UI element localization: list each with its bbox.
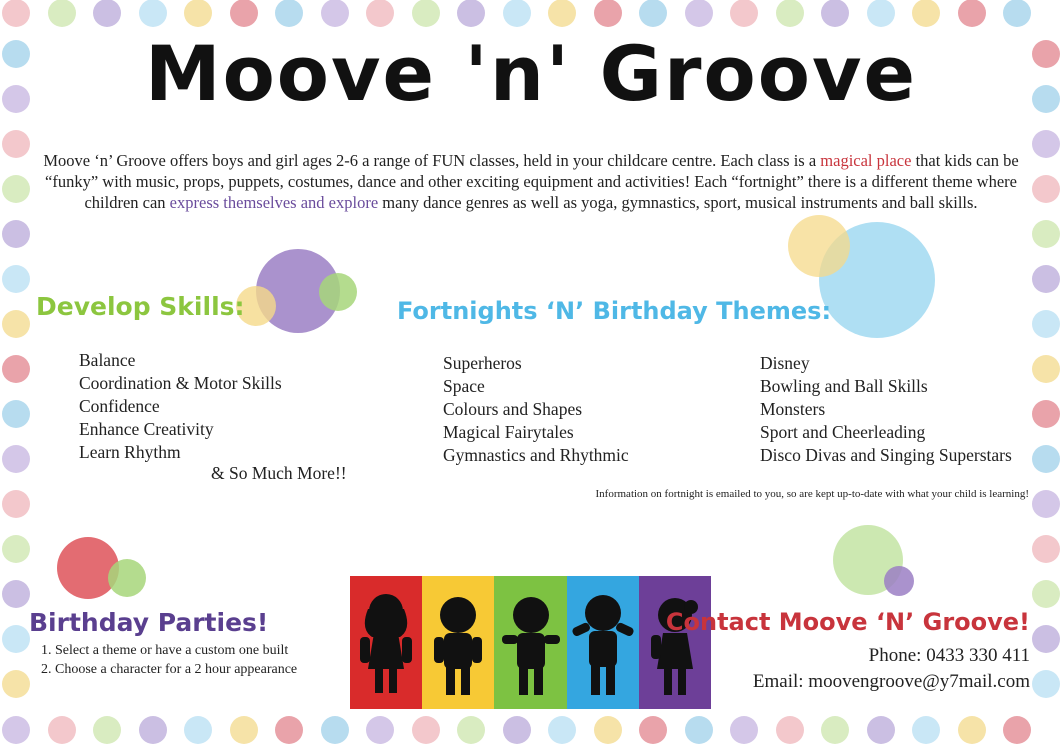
border-dot bbox=[1003, 716, 1031, 744]
page-title: Moove 'n' Groove bbox=[144, 29, 918, 118]
theme-item: Disney bbox=[760, 353, 810, 373]
border-dot bbox=[821, 0, 849, 27]
intro-text-3: many dance genres as well as yoga, gymnastics, sport, musical instruments and ball skills. bbox=[378, 193, 978, 212]
border-dot bbox=[1032, 625, 1060, 653]
border-dot bbox=[776, 0, 804, 27]
border-dot bbox=[1032, 310, 1060, 338]
border-dot bbox=[730, 716, 758, 744]
border-dot bbox=[275, 716, 303, 744]
theme-item: Disco Divas and Singing Superstars bbox=[760, 445, 1012, 465]
decor-circle-green bbox=[319, 273, 357, 311]
border-dot bbox=[821, 716, 849, 744]
border-dot bbox=[1032, 670, 1060, 698]
border-dot bbox=[867, 716, 895, 744]
border-dot bbox=[93, 0, 121, 27]
banner-stripe-green bbox=[494, 576, 566, 709]
border-dot bbox=[2, 0, 30, 27]
border-dot bbox=[503, 0, 531, 27]
border-dot bbox=[366, 716, 394, 744]
theme-item: Superheros bbox=[443, 353, 522, 373]
girl-silhouette-icon bbox=[358, 589, 414, 699]
border-dot bbox=[503, 716, 531, 744]
border-dot bbox=[1032, 130, 1060, 158]
decor-circle-purple-2 bbox=[884, 566, 914, 596]
border-dot bbox=[639, 0, 667, 27]
themes-list-col1 bbox=[443, 352, 629, 467]
intro-text-1: Moove ‘n’ Groove offers boys and girl ages 2-6 a range of FUN classes, held in your childcare centre. Each class is a bbox=[43, 151, 821, 170]
border-dot bbox=[457, 0, 485, 27]
border-dot bbox=[2, 716, 30, 744]
border-dot bbox=[1003, 0, 1031, 27]
kids-silhouette-banner bbox=[350, 576, 711, 709]
contact-heading: Contact Moove ‘N’ Groove! bbox=[665, 608, 1030, 636]
child-silhouette-icon bbox=[430, 595, 486, 699]
themes-heading: Fortnights ‘N’ Birthday Themes: bbox=[397, 297, 832, 325]
skill-item: Confidence bbox=[79, 396, 160, 416]
skills-more: & So Much More!! bbox=[211, 463, 347, 483]
border-dot bbox=[1032, 220, 1060, 248]
border-dot bbox=[1032, 490, 1060, 518]
border-dot bbox=[93, 716, 121, 744]
border-dot bbox=[48, 0, 76, 27]
border-dot bbox=[412, 0, 440, 27]
border-dot bbox=[2, 175, 30, 203]
banner-stripe-red bbox=[350, 576, 422, 709]
skill-item: Enhance Creativity bbox=[79, 419, 214, 439]
border-dot bbox=[2, 130, 30, 158]
border-dot bbox=[1032, 580, 1060, 608]
border-dot bbox=[548, 716, 576, 744]
boy-cheering-silhouette-icon bbox=[570, 591, 636, 699]
border-dot bbox=[2, 220, 30, 248]
border-dot bbox=[366, 0, 394, 27]
border-dot bbox=[2, 355, 30, 383]
border-dot bbox=[1032, 355, 1060, 383]
border-dot bbox=[730, 0, 758, 27]
border-dot bbox=[2, 670, 30, 698]
skill-item: Coordination & Motor Skills bbox=[79, 373, 282, 393]
contact-email: Email: moovengroove@y7mail.com bbox=[752, 671, 1030, 692]
banner-stripe-purple bbox=[639, 576, 711, 709]
border-dot bbox=[321, 716, 349, 744]
border-dot bbox=[230, 716, 258, 744]
border-dot bbox=[2, 265, 30, 293]
border-dot bbox=[139, 0, 167, 27]
border-dot bbox=[1032, 265, 1060, 293]
border-dot bbox=[2, 490, 30, 518]
border-dot bbox=[548, 0, 576, 27]
border-dot bbox=[685, 716, 713, 744]
intro-highlight-express: express themselves and explore bbox=[169, 193, 379, 212]
contact-phone: Phone: 0433 330 411 bbox=[868, 645, 1030, 666]
border-dot bbox=[1032, 175, 1060, 203]
border-dot bbox=[639, 716, 667, 744]
theme-item: Monsters bbox=[760, 399, 826, 419]
border-dot bbox=[230, 0, 258, 27]
border-dot bbox=[912, 716, 940, 744]
border-dot bbox=[594, 0, 622, 27]
skills-heading: Develop Skills: bbox=[36, 292, 245, 321]
banner-stripe-yellow bbox=[422, 576, 494, 709]
border-dot bbox=[2, 445, 30, 473]
themes-note: Information on fortnight is emailed to you, so are kept up-to-date with what your child is learning! bbox=[595, 488, 1029, 500]
border-dot bbox=[1032, 445, 1060, 473]
border-dot bbox=[184, 0, 212, 27]
border-dot bbox=[48, 716, 76, 744]
border-dot bbox=[2, 535, 30, 563]
border-dot bbox=[1032, 400, 1060, 428]
skill-item: Balance bbox=[79, 350, 136, 370]
border-dot bbox=[457, 716, 485, 744]
border-dot bbox=[2, 625, 30, 653]
border-dot bbox=[2, 580, 30, 608]
border-dot bbox=[867, 0, 895, 27]
border-dot bbox=[2, 400, 30, 428]
border-dot bbox=[958, 0, 986, 27]
parties-heading: Birthday Parties! bbox=[29, 608, 269, 637]
theme-item: Colours and Shapes bbox=[443, 399, 583, 419]
border-dot bbox=[275, 0, 303, 27]
border-dot bbox=[958, 716, 986, 744]
theme-item: Space bbox=[443, 376, 485, 396]
skills-list bbox=[79, 349, 282, 464]
border-dot bbox=[776, 716, 804, 744]
intro-paragraph bbox=[30, 150, 1032, 213]
skill-item: Learn Rhythm bbox=[79, 442, 181, 462]
banner-stripe-blue bbox=[567, 576, 639, 709]
border-dot bbox=[2, 310, 30, 338]
intro-highlight-magical: magical place bbox=[820, 151, 912, 170]
theme-item: Magical Fairytales bbox=[443, 422, 574, 442]
border-dot bbox=[594, 716, 622, 744]
border-dot bbox=[184, 716, 212, 744]
boy-silhouette-icon bbox=[500, 595, 562, 699]
theme-item: Bowling and Ball Skills bbox=[760, 376, 928, 396]
decor-circle-yellow-2 bbox=[788, 215, 850, 277]
border-dot bbox=[321, 0, 349, 27]
border-dot bbox=[685, 0, 713, 27]
theme-item: Sport and Cheerleading bbox=[760, 422, 926, 442]
border-dot bbox=[412, 716, 440, 744]
party-item: 2. Choose a character for a 2 hour appearance bbox=[41, 662, 298, 677]
border-dot bbox=[139, 716, 167, 744]
themes-list-col2 bbox=[760, 352, 1012, 467]
decor-circle-green-2 bbox=[108, 559, 146, 597]
border-dot bbox=[1032, 535, 1060, 563]
theme-item: Gymnastics and Rhythmic bbox=[443, 445, 629, 465]
party-item: 1. Select a theme or have a custom one built bbox=[41, 643, 289, 658]
intro-text-2: that kids can be “funky” with music, props, puppets, costumes, dance and other exciting equipment and activities! Each “fortnight” there is a different theme where children can bbox=[45, 151, 1019, 212]
border-dot bbox=[912, 0, 940, 27]
parties-list bbox=[41, 641, 297, 679]
